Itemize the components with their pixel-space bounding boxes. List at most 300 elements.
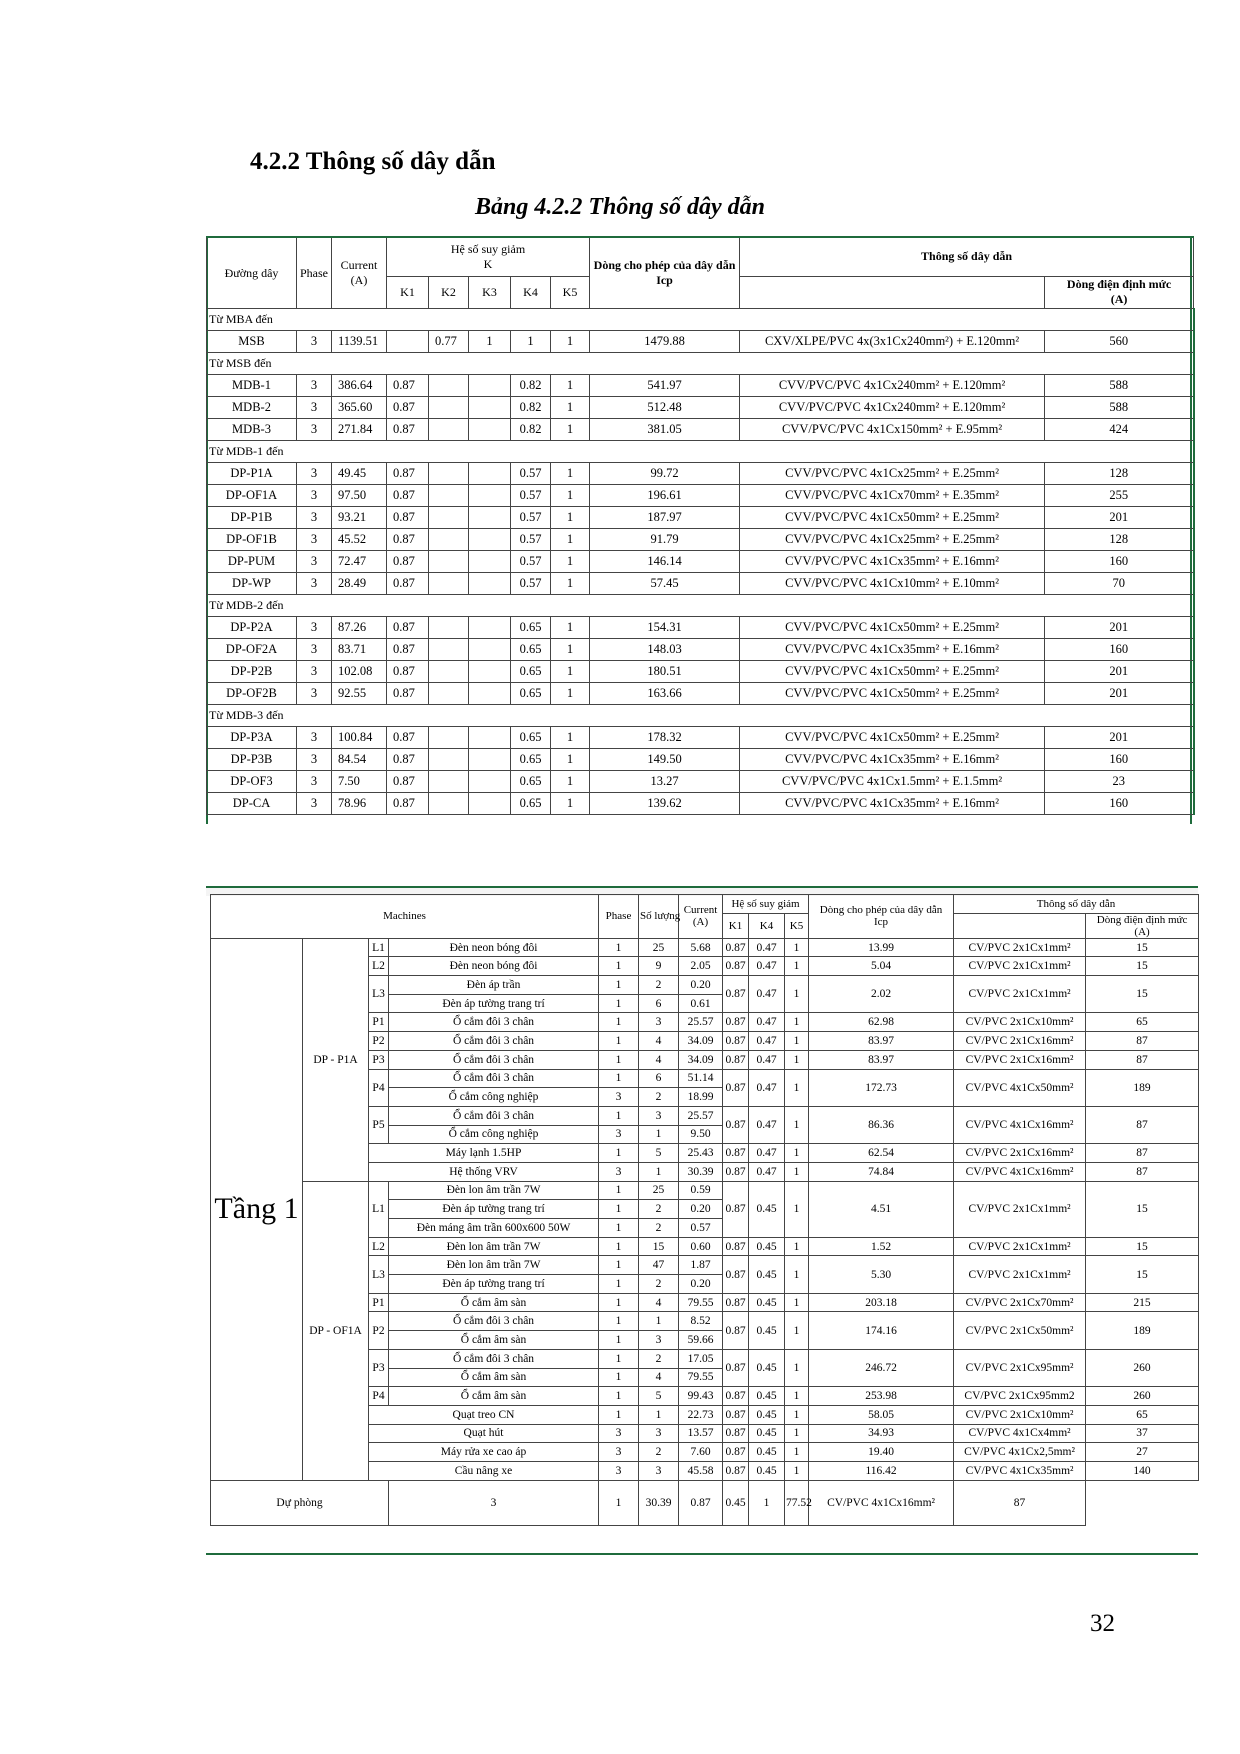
load-qty: 5: [639, 1387, 679, 1406]
cell-k1: 0.87: [387, 639, 429, 661]
load-current: 17.05: [679, 1349, 723, 1368]
cell-rated-current: 128: [1045, 463, 1194, 485]
circuit-label: P2: [369, 1032, 389, 1051]
cell-current: 28.49: [332, 573, 387, 595]
load-name: Quạt hút: [369, 1424, 599, 1443]
header-route: Đường dây: [207, 237, 297, 309]
circuit-k5: 1: [785, 957, 809, 976]
cell-rated-current: 160: [1045, 551, 1194, 573]
cell-k1: 0.87: [387, 661, 429, 683]
load-qty: 2: [639, 1275, 679, 1294]
cell-k4: 0.65: [511, 727, 551, 749]
header-k3: K3: [469, 276, 511, 308]
cell-current: 49.45: [332, 463, 387, 485]
cell-icp: 541.97: [590, 375, 740, 397]
cell-icp: 146.14: [590, 551, 740, 573]
cell-k3: [469, 463, 511, 485]
load-qty: 3: [639, 1106, 679, 1125]
cell-k1: 0.87: [387, 683, 429, 705]
load-current: 30.39: [639, 1480, 679, 1525]
circuit-k1: 0.87: [723, 1237, 749, 1256]
cell-route: MSB: [207, 331, 297, 353]
circuit-label: P4: [369, 1387, 389, 1406]
cell-k4: 0.65: [511, 793, 551, 815]
cell-k2: [429, 375, 469, 397]
cell-k5: 1: [551, 661, 590, 683]
group-row: [207, 441, 1194, 463]
table-row: [207, 551, 1194, 573]
load-phase: 3: [599, 1125, 639, 1144]
circuit-icp: 83.97: [809, 1050, 954, 1069]
circuit-label: P4: [369, 1069, 389, 1106]
header-wire-spec: Thông số dây dẫn: [740, 237, 1194, 276]
cell-rated-current: 201: [1045, 617, 1194, 639]
cell-k5: 1: [551, 507, 590, 529]
circuit-icp: 58.05: [809, 1405, 954, 1424]
table-row: [207, 771, 1194, 793]
circuit-k1: 0.87: [723, 1349, 749, 1386]
circuit-k4: 0.47: [749, 1144, 785, 1163]
cell-current: 365.60: [332, 397, 387, 419]
load-current: 79.55: [679, 1368, 723, 1387]
circuit-k1: 0.87: [723, 1013, 749, 1032]
cell-icp: 196.61: [590, 485, 740, 507]
circuit-icp: 174.16: [809, 1312, 954, 1349]
cell-k3: [469, 683, 511, 705]
circuit-k1: 0.87: [723, 1387, 749, 1406]
cell-k2: [429, 397, 469, 419]
circuit-k5: 1: [785, 1069, 809, 1106]
circuit-icp: 86.36: [809, 1106, 954, 1143]
cell-k5: 1: [551, 771, 590, 793]
circuit-k4: 0.45: [749, 1312, 785, 1349]
cell-wire-spec: CVV/PVC/PVC 4x1Cx50mm² + E.25mm²: [740, 683, 1045, 705]
circuit-spec: CV/PVC 4x1Cx16mm²: [809, 1480, 954, 1525]
group-title: Từ MBA đến: [207, 309, 1194, 331]
circuit-k5: 1: [785, 1050, 809, 1069]
circuit-label: P5: [369, 1106, 389, 1143]
load-qty: 3: [639, 1013, 679, 1032]
t2-header-allowed-current: Dòng cho phép của dây dẫn Icp: [809, 895, 954, 939]
cell-current: 97.50: [332, 485, 387, 507]
cell-k5: 1: [551, 639, 590, 661]
circuit-k1: 0.87: [723, 1144, 749, 1163]
circuit-icp: 5.30: [809, 1256, 954, 1293]
table-row: [207, 375, 1194, 397]
load-phase: 1: [599, 1144, 639, 1163]
t2-header-k5: K5: [785, 913, 809, 938]
circuit-icp: 246.72: [809, 1349, 954, 1386]
cell-k1: 0.87: [387, 551, 429, 573]
circuit-k1: 0.87: [723, 1181, 749, 1237]
cell-wire-spec: CVV/PVC/PVC 4x1Cx50mm² + E.25mm²: [740, 507, 1045, 529]
circuit-k5: 1: [785, 1349, 809, 1386]
circuit-icp: 19.40: [809, 1443, 954, 1462]
load-name: Ổ cắm công nghiệp: [389, 1125, 599, 1144]
load-qty: 3: [639, 1424, 679, 1443]
cell-route: DP-P1A: [207, 463, 297, 485]
cell-route: MDB-2: [207, 397, 297, 419]
t2-header-reduction-factor: Hệ số suy giảm: [723, 895, 809, 914]
table-row: [207, 639, 1194, 661]
table-caption: Bảng 4.2.2 Thông số dây dẫn: [474, 194, 766, 220]
circuit-label: L3: [369, 976, 389, 1013]
cell-k3: [469, 397, 511, 419]
load-qty: 2: [639, 1088, 679, 1107]
table-row: [207, 661, 1194, 683]
load-current: 0.59: [679, 1181, 723, 1200]
cell-route: DP-OF2A: [207, 639, 297, 661]
cell-phase: 3: [297, 771, 332, 793]
cell-k2: [429, 419, 469, 441]
cell-k4: 0.65: [511, 639, 551, 661]
cell-k4: 0.57: [511, 507, 551, 529]
circuit-k4: 0.47: [749, 1013, 785, 1032]
load-current: 13.57: [679, 1424, 723, 1443]
load-name: Đèn áp trần: [389, 976, 599, 995]
load-current: 51.14: [679, 1069, 723, 1088]
load-phase: 3: [599, 1461, 639, 1480]
load-name: Ổ cắm đôi 3 chân: [389, 1050, 599, 1069]
table-row: [207, 397, 1194, 419]
cell-wire-spec: CVV/PVC/PVC 4x1Cx50mm² + E.25mm²: [740, 727, 1045, 749]
circuit-spec: CV/PVC 2x1Cx10mm²: [954, 1013, 1086, 1032]
load-phase: 1: [599, 1013, 639, 1032]
circuit-spec: CV/PVC 2x1Cx16mm²: [954, 1050, 1086, 1069]
cell-k4: 0.57: [511, 463, 551, 485]
cell-k5: 1: [551, 551, 590, 573]
circuit-spec: CV/PVC 2x1Cx16mm²: [954, 1144, 1086, 1163]
t2-header-wire-spec: Thông số dây dẫn: [954, 895, 1199, 914]
cell-icp: 154.31: [590, 617, 740, 639]
header-k4: K4: [511, 276, 551, 308]
t2-header-k1: K1: [723, 913, 749, 938]
t2-header-phase: Phase: [599, 895, 639, 939]
circuit-k4: 0.45: [749, 1181, 785, 1237]
cell-k1: 0.87: [387, 397, 429, 419]
cell-rated-current: 560: [1045, 331, 1194, 353]
table-row: [207, 331, 1194, 353]
load-phase: 1: [599, 1312, 639, 1331]
floor-load-sheet: [206, 886, 1198, 1556]
load-qty: 3: [639, 1331, 679, 1350]
cell-wire-spec: CVV/PVC/PVC 4x1Cx50mm² + E.25mm²: [740, 617, 1045, 639]
load-phase: 3: [599, 1088, 639, 1107]
cell-phase: 3: [297, 573, 332, 595]
cell-k2: [429, 617, 469, 639]
circuit-k1: 0.87: [723, 1050, 749, 1069]
cell-phase: 3: [297, 507, 332, 529]
cell-wire-spec: CVV/PVC/PVC 4x1Cx35mm² + E.16mm²: [740, 793, 1045, 815]
cable-spec-table: [206, 236, 1195, 815]
circuit-rated: 87: [1086, 1032, 1199, 1051]
circuit-rated: 189: [1086, 1069, 1199, 1106]
load-current: 18.99: [679, 1088, 723, 1107]
header-k5: K5: [551, 276, 590, 308]
load-current: 25.57: [679, 1013, 723, 1032]
cell-k3: [469, 507, 511, 529]
load-phase: 1: [599, 1181, 639, 1200]
circuit-label: L1: [369, 938, 389, 957]
circuit-rated: 27: [1086, 1443, 1199, 1462]
table-row: [207, 793, 1194, 815]
load-qty: 1: [639, 1312, 679, 1331]
circuit-label: P2: [369, 1312, 389, 1349]
cell-k3: [469, 771, 511, 793]
load-phase: 1: [599, 1275, 639, 1294]
circuit-icp: 13.99: [809, 938, 954, 957]
cell-route: DP-OF2B: [207, 683, 297, 705]
header-k1: K1: [387, 276, 429, 308]
circuit-spec: CV/PVC 4x1Cx4mm²: [954, 1424, 1086, 1443]
cell-k5: 1: [551, 485, 590, 507]
cell-route: DP-P3A: [207, 727, 297, 749]
load-qty: 4: [639, 1050, 679, 1069]
circuit-k4: 0.45: [749, 1387, 785, 1406]
panel-label: DP - OF1A: [303, 1181, 369, 1480]
cell-k3: [469, 661, 511, 683]
load-qty: 2: [639, 1349, 679, 1368]
cell-current: 87.26: [332, 617, 387, 639]
group-title: Từ MSB đến: [207, 353, 1194, 375]
load-phase: 1: [599, 1293, 639, 1312]
cell-rated-current: 588: [1045, 397, 1194, 419]
circuit-icp: 172.73: [809, 1069, 954, 1106]
cell-current: 386.64: [332, 375, 387, 397]
load-phase: 1: [599, 1219, 639, 1238]
cell-icp: 57.45: [590, 573, 740, 595]
cell-phase: 3: [297, 661, 332, 683]
circuit-k5: 1: [785, 1162, 809, 1181]
cell-rated-current: 160: [1045, 639, 1194, 661]
cell-wire-spec: CVV/PVC/PVC 4x1Cx25mm² + E.25mm²: [740, 463, 1045, 485]
cell-k3: [469, 551, 511, 573]
cell-k5: 1: [551, 617, 590, 639]
circuit-k5: 1: [785, 1443, 809, 1462]
load-phase: 1: [599, 1331, 639, 1350]
table-row: [207, 529, 1194, 551]
load-name: Đèn lon âm trần 7W: [389, 1181, 599, 1200]
cell-k5: 1: [551, 749, 590, 771]
cell-icp: 163.66: [590, 683, 740, 705]
circuit-spec: CV/PVC 2x1Cx1mm²: [954, 1181, 1086, 1237]
circuit-rated: 15: [1086, 1181, 1199, 1237]
cell-k2: [429, 683, 469, 705]
load-qty: 2: [639, 1219, 679, 1238]
cell-phase: 3: [297, 793, 332, 815]
t2-header-machines: Machines: [211, 895, 599, 939]
circuit-k1: 0.87: [723, 1162, 749, 1181]
cell-wire-spec: CVV/PVC/PVC 4x1Cx10mm² + E.10mm²: [740, 573, 1045, 595]
cell-route: DP-P1B: [207, 507, 297, 529]
circuit-label: P1: [369, 1293, 389, 1312]
load-phase: 1: [599, 1256, 639, 1275]
load-qty: 6: [639, 1069, 679, 1088]
circuit-icp: 74.84: [809, 1162, 954, 1181]
cell-wire-spec: CVV/PVC/PVC 4x1Cx35mm² + E.16mm²: [740, 639, 1045, 661]
cell-k2: [429, 485, 469, 507]
circuit-k5: 1: [785, 1424, 809, 1443]
cell-k1: [387, 331, 429, 353]
load-name: Đèn neon bóng đôi: [389, 938, 599, 957]
header-allowed-current: Dòng cho phép của dây dẫn Icp: [590, 237, 740, 309]
cell-k1: 0.87: [387, 573, 429, 595]
circuit-k5: 1: [785, 1461, 809, 1480]
cell-wire-spec: CVV/PVC/PVC 4x1Cx70mm² + E.35mm²: [740, 485, 1045, 507]
circuit-rated: 65: [1086, 1013, 1199, 1032]
group-row: [207, 353, 1194, 375]
cell-route: MDB-1: [207, 375, 297, 397]
cell-k2: [429, 793, 469, 815]
page-number: 32: [1090, 1610, 1115, 1637]
load-current: 99.43: [679, 1387, 723, 1406]
cell-icp: 512.48: [590, 397, 740, 419]
cell-current: 102.08: [332, 661, 387, 683]
load-qty: 3: [639, 1461, 679, 1480]
cell-k3: [469, 793, 511, 815]
load-current: 25.43: [679, 1144, 723, 1163]
circuit-rated: 15: [1086, 938, 1199, 957]
cell-k2: [429, 661, 469, 683]
load-name: Cầu nâng xe: [369, 1461, 599, 1480]
load-phase: 1: [599, 1106, 639, 1125]
cell-k1: 0.87: [387, 529, 429, 551]
load-qty: 25: [639, 938, 679, 957]
circuit-k5: 1: [785, 1256, 809, 1293]
load-name: Ổ cắm âm sàn: [389, 1331, 599, 1350]
cell-icp: 13.27: [590, 771, 740, 793]
cell-current: 7.50: [332, 771, 387, 793]
cell-rated-current: 201: [1045, 661, 1194, 683]
cell-k5: 1: [551, 573, 590, 595]
header-reduction-factor: Hệ số suy giảm K: [387, 237, 590, 276]
cell-route: DP-P2B: [207, 661, 297, 683]
group-title: Từ MDB-2 đến: [207, 595, 1194, 617]
group-title: Từ MDB-1 đến: [207, 441, 1194, 463]
cell-k2: [429, 771, 469, 793]
header-rated-current: Dòng điện định mức (A): [1045, 276, 1194, 308]
floor-load-body: [211, 938, 1199, 1525]
cell-k2: [429, 551, 469, 573]
group-row: [207, 595, 1194, 617]
cell-k3: 1: [469, 331, 511, 353]
load-name: Ổ cắm đôi 3 chân: [389, 1312, 599, 1331]
circuit-k1: 0.87: [723, 1106, 749, 1143]
t2-header-rated-current: Dòng điện định mức (A): [1086, 913, 1199, 938]
table-row: [207, 683, 1194, 705]
load-phase: 1: [599, 1349, 639, 1368]
cell-k5: 1: [551, 375, 590, 397]
cell-k4: 1: [511, 331, 551, 353]
load-current: 0.20: [679, 1275, 723, 1294]
cell-k4: 0.65: [511, 617, 551, 639]
cell-route: DP-OF1B: [207, 529, 297, 551]
cell-k4: 0.65: [511, 749, 551, 771]
circuit-rated: 189: [1086, 1312, 1199, 1349]
section-heading: 4.2.2 Thông số dây dẫn: [250, 148, 496, 175]
circuit-k5: 1: [785, 1013, 809, 1032]
cell-k2: [429, 749, 469, 771]
cable-spec-body: [207, 309, 1194, 815]
cell-wire-spec: CVV/PVC/PVC 4x1Cx35mm² + E.16mm²: [740, 551, 1045, 573]
circuit-icp: 5.04: [809, 957, 954, 976]
load-current: 1.87: [679, 1256, 723, 1275]
cell-current: 72.47: [332, 551, 387, 573]
load-name: Dự phòng: [211, 1480, 389, 1525]
load-name: Ổ cắm công nghiệp: [389, 1088, 599, 1107]
cell-icp: 187.97: [590, 507, 740, 529]
circuit-k1: 0.87: [723, 976, 749, 1013]
load-name: Quạt treo CN: [369, 1405, 599, 1424]
circuit-k5: 1: [785, 938, 809, 957]
cell-rated-current: 160: [1045, 793, 1194, 815]
cell-rated-current: 201: [1045, 507, 1194, 529]
circuit-spec: CV/PVC 2x1Cx95mm2: [954, 1387, 1086, 1406]
circuit-k5: 1: [785, 1387, 809, 1406]
circuit-k5: 1: [785, 1312, 809, 1349]
load-phase: 3: [599, 1424, 639, 1443]
load-phase: 1: [599, 1200, 639, 1219]
cell-k3: [469, 749, 511, 771]
load-current: 34.09: [679, 1050, 723, 1069]
circuit-k1: 0.87: [723, 1069, 749, 1106]
cell-k3: [469, 617, 511, 639]
circuit-k4: 0.45: [749, 1237, 785, 1256]
cell-rated-current: 160: [1045, 749, 1194, 771]
cell-k2: [429, 639, 469, 661]
cell-phase: 3: [297, 617, 332, 639]
load-name: Ổ cắm đôi 3 chân: [389, 1106, 599, 1125]
cell-phase: 3: [297, 683, 332, 705]
circuit-k4: 0.47: [749, 957, 785, 976]
circuit-rated: 87: [1086, 1106, 1199, 1143]
cell-rated-current: 23: [1045, 771, 1194, 793]
load-current: 34.09: [679, 1032, 723, 1051]
cell-k3: [469, 573, 511, 595]
cell-phase: 3: [297, 375, 332, 397]
group-row: [207, 705, 1194, 727]
load-qty: 6: [639, 994, 679, 1013]
circuit-k4: 0.45: [749, 1293, 785, 1312]
circuit-icp: 34.93: [809, 1424, 954, 1443]
circuit-k1: 0.87: [723, 1256, 749, 1293]
circuit-rated: 37: [1086, 1424, 1199, 1443]
floor-label: Tầng 1: [211, 938, 303, 1480]
cell-route: DP-CA: [207, 793, 297, 815]
table-row: [207, 485, 1194, 507]
circuit-label: L1: [369, 1181, 389, 1237]
load-name: Ổ cắm đôi 3 chân: [389, 1349, 599, 1368]
cell-k5: 1: [551, 331, 590, 353]
load-current: 22.73: [679, 1405, 723, 1424]
circuit-k4: 0.45: [723, 1480, 749, 1525]
load-current: 30.39: [679, 1162, 723, 1181]
cell-icp: 149.50: [590, 749, 740, 771]
cell-k3: [469, 727, 511, 749]
cell-k3: [469, 485, 511, 507]
circuit-k4: 0.45: [749, 1349, 785, 1386]
load-current: 0.61: [679, 994, 723, 1013]
cell-icp: 91.79: [590, 529, 740, 551]
load-current: 9.50: [679, 1125, 723, 1144]
cell-wire-spec: CVV/PVC/PVC 4x1Cx1.5mm² + E.1.5mm²: [740, 771, 1045, 793]
circuit-label: P1: [369, 1013, 389, 1032]
cell-k4: 0.57: [511, 529, 551, 551]
circuit-rated: 215: [1086, 1293, 1199, 1312]
cell-rated-current: 201: [1045, 727, 1194, 749]
load-phase: 1: [599, 1069, 639, 1088]
circuit-icp: 83.97: [809, 1032, 954, 1051]
